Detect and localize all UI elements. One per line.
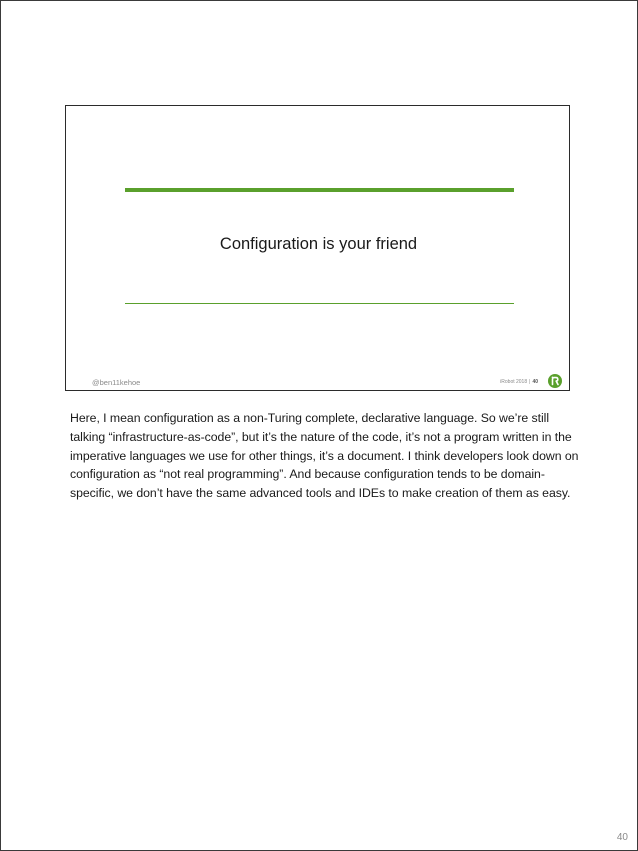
footer-separator: |	[529, 379, 531, 385]
footer-slide-number: 40	[532, 379, 538, 385]
page-number: 40	[616, 832, 628, 843]
slide-title: Configuration is your friend	[219, 235, 418, 253]
bottom-accent-rule	[125, 303, 514, 304]
twitter-handle: @ben11kehoe	[92, 378, 141, 387]
speaker-notes	[70, 409, 580, 503]
top-accent-rule	[125, 188, 514, 192]
slide-thumbnail	[65, 105, 570, 391]
slide-footer	[500, 379, 538, 385]
footer-event: iRobot 2018	[500, 379, 528, 385]
speaker-notes-text: Here, I mean configuration as a non-Turing complete, declarative language. So we’re still talking “infrastructure-as-code”, but it’s the nature of the code, it’s not a program written in the imperative languages we use for other things, it’s a document. I think developers look down on configuration as “not real programming”. And because configuration tends to be domain-specific, we don’t have the same advanced tools and IDEs to make creation of them as easy.	[70, 411, 579, 501]
irobot-logo-icon	[548, 374, 562, 388]
